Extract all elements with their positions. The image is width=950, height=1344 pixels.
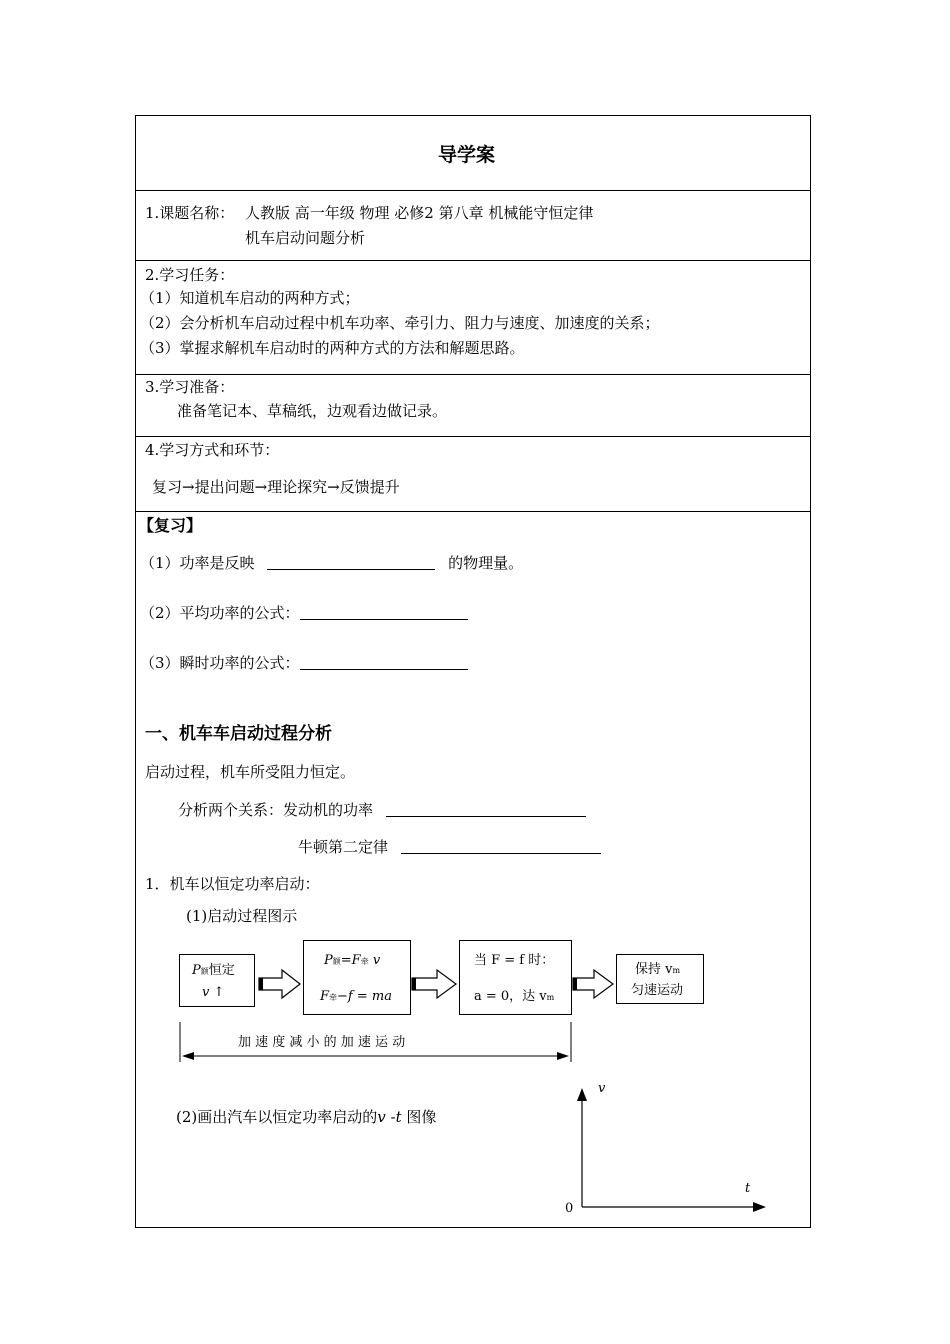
box3-line1: 当 F = f 时： — [474, 953, 555, 968]
method-heading: 4.学习方式和环节： — [145, 441, 280, 459]
hollow-arrow-icon — [573, 970, 613, 998]
graph-x-arrow-icon — [753, 1202, 766, 1212]
relation-newton-label: 牛顿第二定律 — [298, 838, 389, 856]
hollow-arrow-icon — [412, 970, 456, 998]
graph-x-label: t — [745, 1181, 751, 1196]
page-title: 导学案 — [438, 144, 496, 166]
sub2 — [176, 1110, 436, 1125]
sub-traction: 牵 — [360, 957, 369, 966]
span-label: 加 速 度 减 小 的 加 速 运 动 — [238, 1035, 406, 1050]
sub-rated: 额 — [200, 967, 209, 976]
sub1: (1)启动过程图示 — [186, 907, 298, 925]
item1: 1．机车以恒定功率启动： — [145, 875, 320, 893]
symbol-v: v — [368, 953, 381, 968]
hollow-arrow-icon — [259, 970, 300, 998]
task-item: （3）掌握求解机车启动时的两种方式的方法和解题思路。 — [140, 339, 525, 357]
sub2-dash: - — [385, 1108, 396, 1126]
arrow-tail-mark — [412, 978, 416, 990]
task-item: （2）会分析机车启动过程中机车功率、牵引力、阻力与速度、加速度的关系； — [140, 314, 660, 332]
arrow-tail-mark — [573, 978, 577, 990]
arrow-tail-mark — [259, 978, 263, 990]
prep-heading: 3.学习准备： — [145, 378, 235, 396]
course-label: 1.课题名称： — [145, 204, 235, 222]
symbol-f: F — [320, 989, 330, 1004]
graph-origin-label: 0 — [565, 1201, 574, 1216]
equals: = — [340, 953, 352, 968]
symbol-v: v — [202, 985, 210, 1000]
review-q1-suffix: 的物理量。 — [448, 554, 524, 572]
graph-y-arrow-icon — [577, 1088, 587, 1101]
sub2-suffix: 图像 — [401, 1108, 437, 1126]
box4-line2: 匀速运动 — [631, 983, 684, 998]
graph-y-label: v — [598, 1081, 606, 1096]
course-line1: 人教版 高一年级 物理 必修2 第八章 机械能守恒定律 — [245, 204, 594, 222]
section1-intro: 启动过程，机车所受阻力恒定。 — [145, 763, 356, 781]
box3-line2-text: a = 0，达 v — [474, 989, 547, 1004]
review-q3-label: （3）瞬时功率的公式： — [140, 654, 300, 672]
sub-m: m — [672, 966, 681, 975]
review-q2-label: （2）平均功率的公式： — [140, 604, 300, 622]
symbol-p: P — [192, 963, 201, 978]
symbol-p: P — [324, 953, 333, 968]
task-item: （1）知道机车启动的两种方式； — [140, 289, 360, 307]
box4-line1-text: 保持 v — [635, 962, 673, 977]
sub-rated: 额 — [332, 957, 341, 966]
relation-power-label: 分析两个关系：发动机的功率 — [178, 801, 374, 819]
symbol-v: v — [377, 1108, 386, 1126]
review-heading: 【复习】 — [138, 516, 203, 535]
sub-traction: 牵 — [329, 993, 338, 1002]
newton-equation: −f = ma — [337, 989, 392, 1004]
section1-heading: 一、机车车启动过程分析 — [145, 724, 332, 744]
symbol-f: F — [351, 953, 361, 968]
up-arrow-icon: ↑ — [213, 985, 225, 1000]
tasks-heading: 2.学习任务： — [145, 266, 235, 284]
review-q1-prefix: （1）功率是反映 — [140, 554, 255, 572]
prep-text: 准备笔记本、草稿纸，边观看边做记录。 — [177, 402, 448, 420]
arrow-right-icon — [557, 1052, 569, 1060]
symbol-t: t — [395, 1108, 402, 1126]
course-line2: 机车启动问题分析 — [245, 229, 366, 247]
box1-text: 恒定 — [208, 963, 235, 978]
arrow-left-icon — [182, 1052, 194, 1060]
method-flow: 复习→提出问题→理论探究→反馈提升 — [152, 478, 400, 496]
sub-m: m — [546, 993, 555, 1002]
sub2-prefix: (2)画出汽车以恒定功率启动的 — [176, 1108, 378, 1126]
